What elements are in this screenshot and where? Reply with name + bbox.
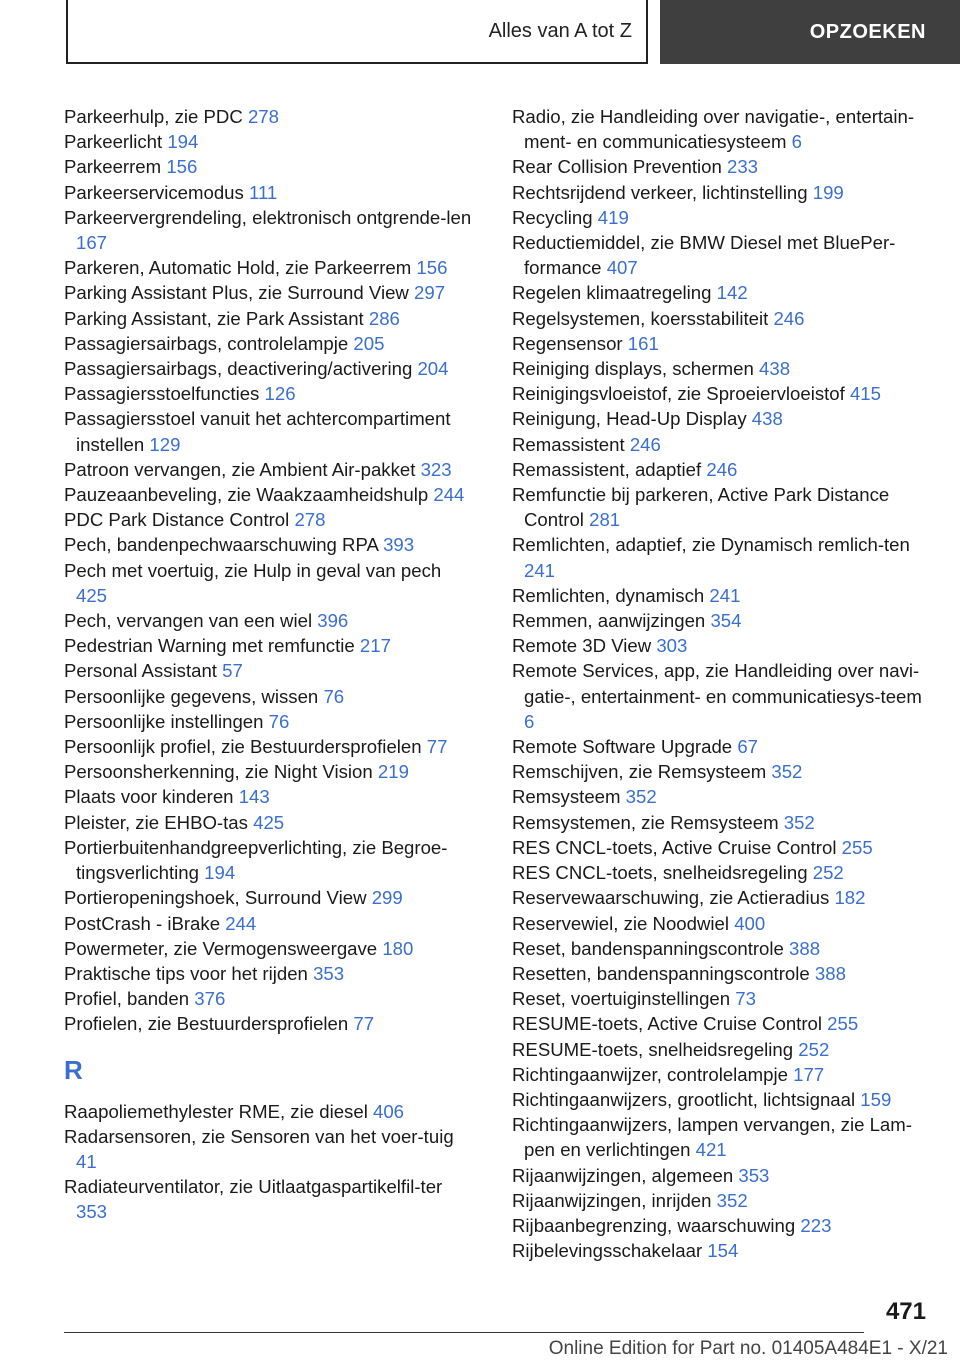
index-entry-page-link[interactable]: 438 <box>759 358 791 380</box>
index-entry-text: Reinigung, Head-Up Display <box>512 408 747 430</box>
index-entry-text: PostCrash - iBrake <box>64 912 221 934</box>
index-entry <box>64 784 474 809</box>
index-entry-text: Remschijven, zie Remsysteem <box>512 761 767 783</box>
index-entry <box>64 759 474 784</box>
index-entry <box>64 885 474 910</box>
index-entry-page-link[interactable]: 57 <box>222 660 243 682</box>
index-entry-page-link[interactable]: 126 <box>264 383 296 405</box>
index-entry-text: RES CNCL-toets, snelheidsregeling <box>512 862 808 884</box>
index-entry-page-link[interactable]: 255 <box>841 836 873 858</box>
index-entry-page-link[interactable]: 159 <box>860 1088 892 1110</box>
index-entry-page-link[interactable]: 161 <box>627 332 659 354</box>
index-entry-page-link[interactable]: 281 <box>589 509 621 531</box>
index-entry <box>64 104 474 129</box>
index-entry-page-link[interactable]: 425 <box>76 584 108 606</box>
index-entry-page-link[interactable]: 219 <box>377 761 409 783</box>
index-entry-text: Portierbuitenhandgreepverlichting, zie Begroe-tingsverlichting <box>64 836 448 884</box>
index-entry <box>64 482 474 507</box>
index-entry <box>512 633 932 658</box>
page-number: 471 <box>885 1298 926 1325</box>
index-entry-page-link[interactable]: 194 <box>167 131 199 153</box>
index-entry-page-link[interactable]: 425 <box>253 811 285 833</box>
index-entry-page-link[interactable]: 76 <box>323 685 345 707</box>
index-entry-page-link[interactable]: 41 <box>76 1150 97 1172</box>
index-entry-page-link[interactable]: 156 <box>166 156 198 178</box>
index-entry-text: Reinigingsvloeistof, zie Sproeiervloeistof <box>512 383 845 405</box>
index-entry-text: Reset, voertuiginstellingen <box>512 988 731 1010</box>
index-entry-page-link[interactable]: 393 <box>383 534 415 556</box>
index-entry <box>64 154 474 179</box>
footer-divider <box>64 1332 864 1333</box>
index-entry <box>512 734 932 759</box>
index-entry <box>64 684 474 709</box>
index-entry <box>64 1099 474 1124</box>
index-entry-text: Pleister, zie EHBO-tas <box>64 811 248 833</box>
index-entry <box>64 1124 474 1174</box>
index-entry-text: Radiateurventilator, zie Uitlaatgaspartikelfil-ter <box>64 1176 443 1198</box>
index-entry <box>512 961 932 986</box>
index-entry-text: Profielen, zie Bestuurdersprofielen <box>64 1013 349 1035</box>
section-letter-r: R <box>64 1054 83 1085</box>
index-entry-text: Richtingaanwijzers, grootlicht, lichtsignaal <box>512 1088 856 1110</box>
index-entry-page-link[interactable]: 278 <box>247 106 279 127</box>
index-entry-page-link[interactable]: 406 <box>373 1100 405 1122</box>
index-entry <box>512 936 932 961</box>
index-entry-page-link[interactable]: 143 <box>238 786 270 808</box>
index-entry <box>64 986 474 1011</box>
index-entry <box>512 759 932 784</box>
index-entry-page-link[interactable]: 388 <box>789 937 821 959</box>
index-entry-page-link[interactable]: 407 <box>606 257 638 279</box>
index-entry <box>64 205 474 255</box>
index-entry <box>64 936 474 961</box>
index-column-right <box>512 104 932 1263</box>
index-entry-text: RESUME-toets, snelheidsregeling <box>512 1038 794 1060</box>
index-entry <box>64 835 474 885</box>
index-entry <box>512 381 932 406</box>
section-title-tab <box>66 0 648 64</box>
index-entry-page-link[interactable]: 400 <box>734 912 766 934</box>
index-entry-text: Pech, bandenpechwaarschuwing RPA <box>64 534 378 556</box>
index-entry-page-link[interactable]: 246 <box>706 458 738 480</box>
index-entry <box>64 180 474 205</box>
index-entry-text: Raapoliemethylester RME, zie diesel <box>64 1100 368 1122</box>
index-entry <box>512 154 932 179</box>
index-entry-text: Resetten, bandenspanningscontrole <box>512 962 810 984</box>
index-entry <box>64 911 474 936</box>
index-entry-page-link[interactable]: 129 <box>149 433 181 455</box>
index-entry-page-link[interactable]: 388 <box>814 962 846 984</box>
index-entry <box>64 961 474 986</box>
index-entry-text: RESUME-toets, Active Cruise Control <box>512 1013 822 1035</box>
index-entry <box>64 1011 474 1036</box>
footer-edition-text: Online Edition for Part no. 01405A484E1 - X/21 <box>548 1338 948 1359</box>
index-entry-text: Remsysteem <box>512 786 621 808</box>
index-entry-text: Portieropeningshoek, Surround View <box>64 887 367 909</box>
index-entry <box>512 1011 932 1036</box>
index-entry-page-link[interactable]: 246 <box>773 307 805 329</box>
index-entry-text: Profiel, banden <box>64 988 190 1010</box>
index-entry-page-link[interactable]: 77 <box>426 736 448 758</box>
index-entry-page-link[interactable]: 205 <box>353 332 385 354</box>
index-entry-text: Remsystemen, zie Remsysteem <box>512 811 779 833</box>
index-entry <box>64 709 474 734</box>
index-entry-page-link[interactable]: 177 <box>793 1063 825 1085</box>
index-entry <box>64 608 474 633</box>
index-entry-text: Plaats voor kinderen <box>64 786 234 808</box>
index-entry-text: Rijbelevingsschakelaar <box>512 1240 703 1262</box>
index-entry <box>512 1163 932 1188</box>
index-entry-text: Passagiersstoelfuncties <box>64 383 260 405</box>
index-entry-page-link[interactable]: 241 <box>709 584 741 606</box>
index-entry-text: Parkeerlicht <box>64 131 163 153</box>
index-entry <box>512 457 932 482</box>
index-entry-text: Richtingaanwijzers, lampen vervangen, zie Lam-pen en verlichtingen <box>512 1114 912 1161</box>
index-entry-page-link[interactable]: 354 <box>710 610 742 632</box>
index-entry-text: Parkeerrem <box>64 156 162 178</box>
index-entry <box>512 784 932 809</box>
index-entry-text: Parkeerservicemodus <box>64 181 244 203</box>
index-entry <box>512 532 932 582</box>
index-entry-page-link[interactable]: 297 <box>414 282 446 304</box>
index-entry-text: Reset, bandenspanningscontrole <box>512 937 784 959</box>
index-entry-page-link[interactable]: 255 <box>827 1013 859 1035</box>
index-entry-page-link[interactable]: 246 <box>629 433 661 455</box>
index-entry-text: Passagiersairbags, deactivering/activering <box>64 358 413 380</box>
index-entry-text: Rijaanwijzingen, algemeen <box>512 1164 734 1186</box>
index-entry <box>512 911 932 936</box>
section-title: Alles van A tot Z <box>488 19 632 42</box>
index-entry-page-link[interactable]: 142 <box>716 282 748 304</box>
index-entry-page-link[interactable]: 77 <box>353 1013 375 1035</box>
index-entry-text: Reservewiel, zie Noodwiel <box>512 912 730 934</box>
index-entry-text: Pech met voertuig, zie Hulp in geval van pech <box>64 559 442 581</box>
index-entry-page-link[interactable]: 204 <box>417 358 449 380</box>
index-entry-text: Remlichten, adaptief, zie Dynamisch remlich-ten <box>512 534 910 556</box>
index-entry <box>512 1037 932 1062</box>
index-entry-page-link[interactable]: 233 <box>726 156 759 178</box>
index-entry <box>64 381 474 406</box>
index-entry-page-link[interactable]: 421 <box>695 1139 727 1161</box>
index-entry-text: Pech, vervangen van een wiel <box>64 610 313 632</box>
index-entry-text: Persoonlijke gegevens, wissen <box>64 685 319 707</box>
index-column-left <box>64 104 474 1225</box>
index-entry <box>512 1188 932 1213</box>
index-entry <box>64 457 474 482</box>
index-entry-text: Pauzeaanbeveling, zie Waakzaamheidshulp <box>64 484 429 506</box>
index-entry <box>64 331 474 356</box>
index-entry-page-link[interactable]: 223 <box>800 1214 832 1236</box>
index-entry-text: Parking Assistant, zie Park Assistant <box>64 307 364 329</box>
index-entry-text: Parkeerhulp, zie PDC <box>64 106 243 127</box>
index-entry-text: Reductiemiddel, zie BMW Diesel met BluePer-formance <box>512 232 896 279</box>
index-entry <box>64 810 474 835</box>
index-entry-text: Remlichten, dynamisch <box>512 584 705 606</box>
index-entry <box>512 432 932 457</box>
opzoeken-label: OPZOEKEN <box>809 20 926 43</box>
index-entry-text: Passagiersstoel vanuit het achtercompartiment instellen <box>64 408 451 455</box>
index-entry-page-link[interactable]: 73 <box>735 988 756 1010</box>
index-entry-text: Rijbaanbegrenzing, waarschuwing <box>512 1214 796 1236</box>
index-entry-page-link[interactable]: 111 <box>248 181 278 203</box>
index-entry-page-link[interactable]: 286 <box>368 307 400 329</box>
index-entry-text: Remote 3D View <box>512 635 652 657</box>
index-entry <box>512 406 932 431</box>
index-entry-text: Parkeren, Automatic Hold, zie Parkeerrem <box>64 257 412 279</box>
index-entry-page-link[interactable]: 76 <box>268 710 290 732</box>
index-entry-page-link[interactable]: 415 <box>849 383 881 405</box>
index-entry-page-link[interactable]: 194 <box>204 862 236 884</box>
index-entry <box>512 1238 932 1263</box>
index-entry-page-link[interactable]: 376 <box>194 988 226 1010</box>
index-entry-text: Richtingaanwijzer, controlelampje <box>512 1063 788 1085</box>
index-entry <box>64 306 474 331</box>
index-entry <box>512 180 932 205</box>
index-entry-page-link[interactable]: 353 <box>738 1164 770 1186</box>
index-entry-page-link[interactable]: 352 <box>783 811 815 833</box>
index-entry <box>512 810 932 835</box>
index-entry-text: Passagiersairbags, controlelampje <box>64 332 349 354</box>
index-entry-text: Rear Collision Prevention <box>512 156 722 178</box>
index-entry-text: Reservewaarschuwing, zie Actieradius <box>512 887 830 909</box>
index-entry-page-link[interactable]: 396 <box>317 610 349 632</box>
index-entry <box>64 129 474 154</box>
index-entry-text: Persoonlijke instellingen <box>64 710 264 732</box>
index-entry-text: Remassistent, adaptief <box>512 458 702 480</box>
index-entry-page-link[interactable]: 167 <box>76 232 108 254</box>
index-entry-text: Personal Assistant <box>64 660 217 682</box>
index-entry-text: Rijaanwijzingen, inrijden <box>512 1189 712 1211</box>
index-entry-text: Parkeervergrendeling, elektronisch ontgrende-len <box>64 206 472 228</box>
index-entry-page-link[interactable]: 244 <box>433 484 465 506</box>
index-entry <box>512 306 932 331</box>
index-entry-page-link[interactable]: 419 <box>597 206 629 228</box>
index-entry-text: Powermeter, zie Vermogensweergave <box>64 937 378 959</box>
index-entry <box>512 205 932 230</box>
index-entry-text: Parking Assistant Plus, zie Surround View <box>64 282 409 304</box>
index-entry <box>512 583 932 608</box>
index-entry <box>64 356 474 381</box>
index-entry-page-link[interactable]: 352 <box>771 761 803 783</box>
index-entry-page-link[interactable]: 353 <box>313 962 345 984</box>
index-entry-text: Persoonsherkenning, zie Night Vision <box>64 761 373 783</box>
index-entry-page-link[interactable]: 252 <box>812 862 844 884</box>
index-entry-page-link[interactable]: 244 <box>225 912 257 934</box>
index-entry-text: Remote Software Upgrade <box>512 736 733 758</box>
index-entry-page-link[interactable]: 323 <box>420 458 452 480</box>
index-entry <box>64 633 474 658</box>
index-entry-text: Persoonlijk profiel, zie Bestuurdersprofielen <box>64 736 422 758</box>
index-entry <box>64 558 474 608</box>
index-entry <box>512 356 932 381</box>
index-entry-page-link[interactable]: 278 <box>294 509 326 531</box>
index-entry <box>64 532 474 557</box>
index-entry <box>64 658 474 683</box>
index-entry-page-link[interactable]: 199 <box>812 181 844 203</box>
index-entry <box>64 1174 474 1224</box>
index-entry-text: Radarsensoren, zie Sensoren van het voer-tuig <box>64 1125 454 1147</box>
index-entry <box>64 507 474 532</box>
index-entry-page-link[interactable]: 156 <box>416 257 448 279</box>
index-entry-text: Reiniging displays, schermen <box>512 358 754 380</box>
index-entry-page-link[interactable]: 6 <box>791 131 802 153</box>
index-entry-text: Regelsystemen, koersstabiliteit <box>512 307 769 329</box>
index-entry-text: Radio, zie Handleiding over navigatie-, entertain-ment- en communicatiesysteem <box>512 106 915 153</box>
index-entry-text: Regensensor <box>512 332 623 354</box>
index-entry-page-link[interactable]: 180 <box>382 937 414 959</box>
index-entry-page-link[interactable]: 6 <box>524 710 535 732</box>
index-entry-page-link[interactable]: 182 <box>834 887 866 909</box>
index-entry <box>512 860 932 885</box>
index-entry-text: Remassistent <box>512 433 625 455</box>
index-entry-page-link[interactable]: 217 <box>359 635 391 657</box>
index-entry-page-link[interactable]: 303 <box>656 635 688 657</box>
index-entry-text: Pedestrian Warning met remfunctie <box>64 635 355 657</box>
index-entry <box>512 1112 932 1162</box>
index-entry-page-link[interactable]: 352 <box>716 1189 748 1211</box>
index-entry <box>512 1213 932 1238</box>
index-entry <box>64 280 474 305</box>
index-entry-page-link[interactable]: 438 <box>751 408 783 430</box>
index-entry-text: Regelen klimaatregeling <box>512 282 712 304</box>
index-entry <box>512 608 932 633</box>
index-entry <box>512 1087 932 1112</box>
index-entry-text: Remfunctie bij parkeren, Active Park Distance Control <box>512 484 890 531</box>
index-entry-text: Praktische tips voor het rijden <box>64 962 308 984</box>
page-header <box>0 0 960 66</box>
index-entry-text: Remote Services, app, zie Handleiding over navi-gatie-, entertainment- en communicatiesys-teem <box>512 660 922 707</box>
index-entry-page-link[interactable]: 352 <box>625 786 657 808</box>
index-entry <box>64 734 474 759</box>
index-entry <box>512 482 932 532</box>
index-entry-text: Remmen, aanwijzingen <box>512 610 706 632</box>
index-entry <box>512 230 932 280</box>
opzoeken-tab[interactable] <box>660 0 960 64</box>
index-entry <box>512 885 932 910</box>
index-entry-page-link[interactable]: 299 <box>371 887 403 909</box>
index-entry-page-link[interactable]: 353 <box>76 1201 108 1223</box>
index-entry-page-link[interactable]: 67 <box>737 736 758 758</box>
index-entry-text: Rechtsrijdend verkeer, lichtinstelling <box>512 181 808 203</box>
index-entry <box>64 255 474 280</box>
index-entry-text: Patroon vervangen, zie Ambient Air-pakket <box>64 458 416 480</box>
index-entry-text: Recycling <box>512 206 593 228</box>
index-entry <box>512 986 932 1011</box>
index-entry-page-link[interactable]: 241 <box>524 559 556 581</box>
index-entry <box>64 406 474 456</box>
index-entry <box>512 331 932 356</box>
index-entry-page-link[interactable]: 252 <box>798 1038 830 1060</box>
index-entry <box>512 835 932 860</box>
index-entry-text: RES CNCL-toets, Active Cruise Control <box>512 836 837 858</box>
index-entry-page-link[interactable]: 154 <box>707 1240 739 1262</box>
index-entry-text: PDC Park Distance Control <box>64 509 290 531</box>
index-entry <box>512 280 932 305</box>
index-entry <box>512 104 932 154</box>
index-entry <box>512 658 932 734</box>
index-entry <box>512 1062 932 1087</box>
